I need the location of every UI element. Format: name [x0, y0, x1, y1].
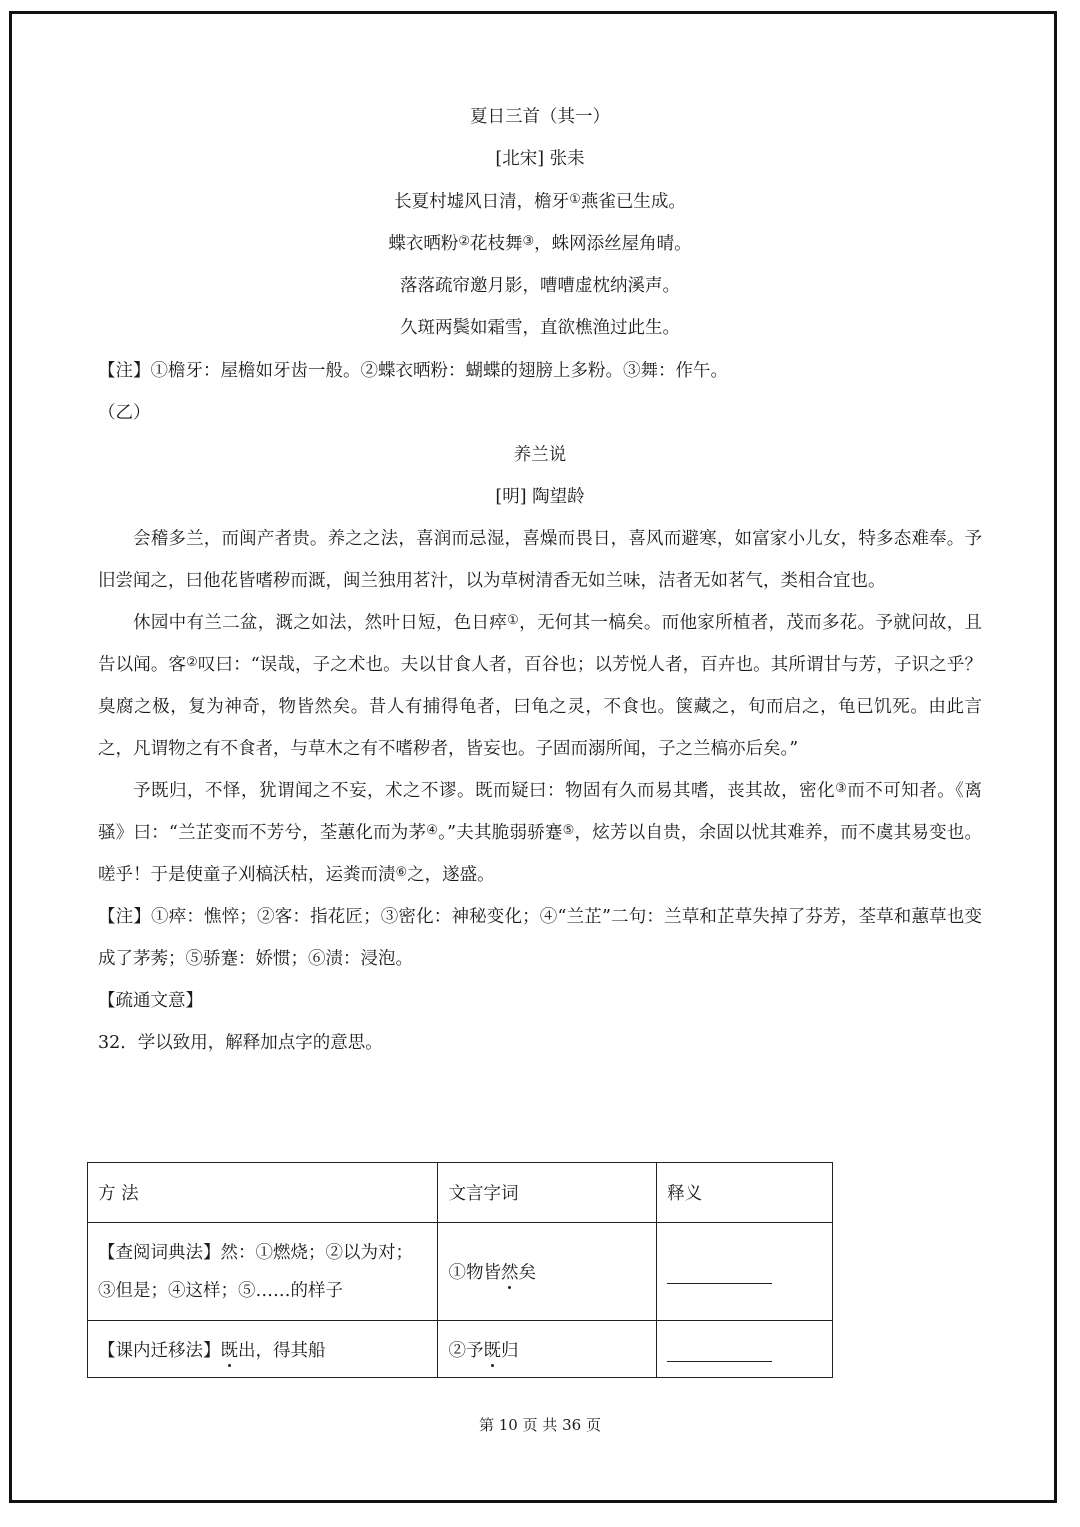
method-cell: 【查阅词典法】然：①燃烧；②以为对；③但是；④这样；⑤……的样子 [88, 1223, 438, 1321]
poem-author: [北宋] 张耒 [495, 149, 585, 169]
poem-line-1: 长夏村墟风日清，檐牙①燕雀已生成。 [394, 192, 686, 212]
poem-line-4: 久斑两鬓如霜雪，直欲樵渔过此生。 [400, 318, 680, 338]
answer-table [87, 1162, 833, 1378]
header-meaning: 释义 [657, 1163, 833, 1223]
poem-title: 夏日三首（其一） [470, 107, 610, 127]
table-header-row [88, 1163, 833, 1223]
answer-blank-2[interactable] [657, 1321, 833, 1378]
page-footer: 第 10 页 共 36 页 [478, 1416, 601, 1434]
section-label: （乙） [98, 403, 151, 423]
method-cell: 【课内迁移法】既出，得其船 [88, 1321, 438, 1378]
section-heading: 【疏通文意】 [98, 991, 203, 1011]
word-cell: ①物皆然矣 [438, 1223, 657, 1321]
essay-paragraph-3: 予既归，不怿，犹谓闻之不妄，术之不谬。既而疑曰：物固有久而易其嗜，丧其故，密化③而不可知者。《离骚》曰：“兰芷变而不芳兮，荃蕙化而为茅④。”夫其脆弱骄蹇⑤，炫芳以自贵，余固以忧其难养，而不虞其易变也。嗟乎！于是使童子刈槁沃枯，运粪而渍⑥之，遂盛。 [98, 781, 983, 885]
essay-paragraph-1: 会稽多兰，而闽产者贵。养之之法，喜润而忌湿，喜燥而畏日，喜风而避寒，如富家小儿女，特多态难奉。予旧尝闻之，曰他花皆嗜秽而溉，闽兰独用茗汁，以为草树清香无如兰味，洁者无如茗气，类相合宜也。 [98, 529, 982, 591]
essay-paragraph-2: 休园中有兰二盆，溉之如法，然叶日短，色日瘁①，无何其一槁矣。而他家所植者，茂而多花。予就问故，且告以闻。客②叹曰：“误哉，子之术也。夫以甘食人者，百谷也；以芳悦人者，百卉也。其所谓甘与芳，子识之乎？臭腐之极，复为神奇，物皆然矣。昔人有捕得龟者，曰龟之灵，不食也。箧藏之，旬而启之，龟已饥死。由此言之，凡谓物之有不食者，与草木之有不嗜秽者，皆妄也。子固而溺所闻，子之兰槁亦后矣。” [98, 613, 983, 759]
table-row [88, 1321, 833, 1378]
answer-blank-1[interactable] [657, 1223, 833, 1321]
essay-title: 养兰说 [513, 445, 567, 465]
essay-note: 【注】①瘁：憔悴；②客：指花匠；③密化：神秘变化；④“兰芷”二句：兰草和芷草失掉了芬芳，荃草和蕙草也变成了茅莠；⑤骄蹇：娇惯；⑥渍：浸泡。 [98, 907, 982, 969]
dotted-char: 既 [483, 1340, 501, 1361]
word-cell: ②予既归 [438, 1321, 657, 1378]
dotted-char: 既 [220, 1340, 238, 1361]
dotted-char: 然 [500, 1263, 519, 1283]
poem-note: 【注】①檐牙：屋檐如牙齿一般。②蝶衣晒粉：蝴蝶的翅膀上多粉。③舞：作午。 [98, 361, 728, 381]
poem-line-3: 落落疏帘邀月影，嘈嘈虚枕纳溪声。 [400, 276, 680, 296]
document-body [98, 106, 982, 1064]
question-text: 32．学以致用，解释加点字的意思。 [98, 1033, 383, 1053]
poem-line-2: 蝶衣晒粉②花枝舞③，蛛网添丝屋角晴。 [388, 234, 692, 254]
header-word: 文言字词 [438, 1163, 657, 1223]
essay-author: [明] 陶望龄 [495, 487, 585, 507]
header-method: 方 法 [88, 1163, 438, 1223]
table-row [88, 1223, 833, 1321]
